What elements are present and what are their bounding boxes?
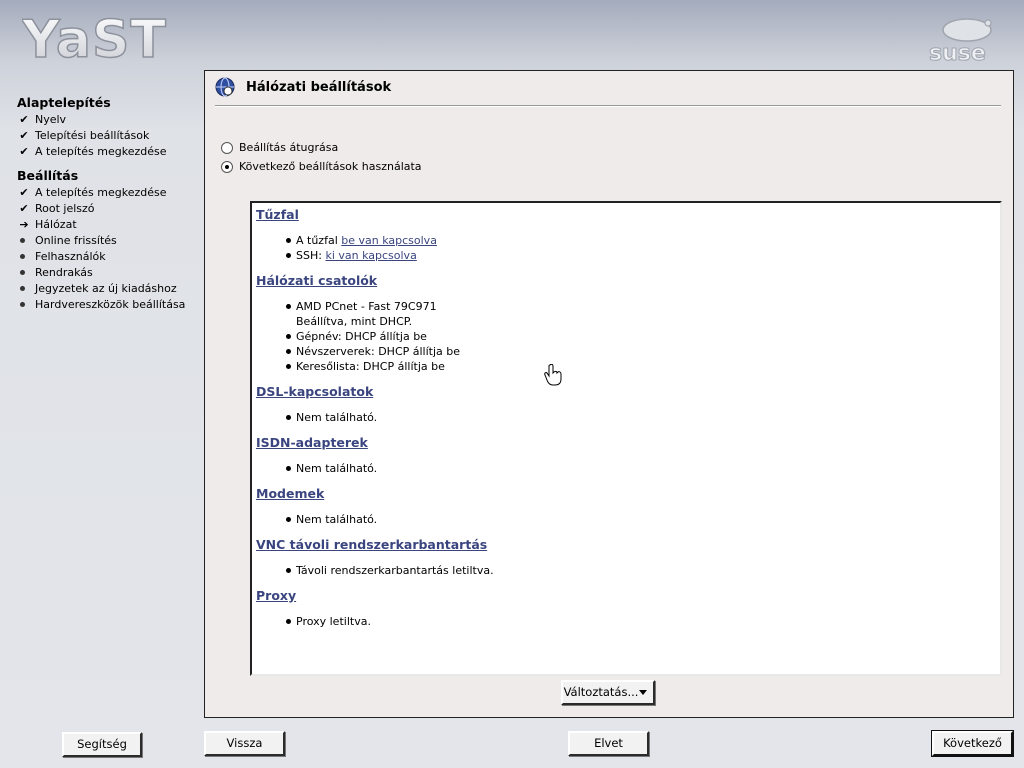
- help-button-label: Segítség: [77, 737, 127, 751]
- page-title: Hálózati beállítások: [246, 80, 392, 95]
- step-label: Jegyzetek az új kiadáshoz: [35, 282, 177, 295]
- list-item: [256, 299, 996, 314]
- hand-cursor-icon: [544, 364, 564, 386]
- list-item: [256, 359, 996, 374]
- change-button[interactable]: [561, 680, 655, 705]
- section-item-list: [256, 614, 996, 629]
- top-banner: [0, 0, 1024, 70]
- summary-section: [256, 486, 996, 527]
- step-label: Hardvereszközök beállítása: [35, 298, 186, 311]
- section-title-link[interactable]: VNC távoli rendszerkarbantartás: [256, 537, 488, 552]
- section-item-list: [256, 563, 996, 578]
- step-item: [0, 281, 200, 297]
- step-item: [0, 265, 200, 281]
- section-title-link[interactable]: Tűzfal: [256, 207, 299, 222]
- list-item-text: AMD PCnet - Fast 79C971: [296, 300, 437, 313]
- dropdown-arrow-icon: [639, 690, 647, 695]
- summary-content: [256, 203, 996, 629]
- list-item: [256, 563, 996, 578]
- section-title-link[interactable]: Hálózati csatolók: [256, 273, 378, 288]
- section-item-list: [256, 233, 996, 263]
- step-label: Nyelv: [35, 113, 67, 126]
- summary-section: [256, 384, 996, 425]
- list-item: [256, 233, 996, 248]
- step-label: Felhasználók: [35, 250, 106, 263]
- list-item: [256, 410, 996, 425]
- step-item: [0, 297, 200, 313]
- main-frame: [204, 70, 1014, 718]
- section-item-list: [256, 410, 996, 425]
- step-label: A telepítés megkezdése: [35, 186, 167, 199]
- step-label: Telepítési beállítások: [35, 129, 150, 142]
- step-label: Root jelszó: [35, 202, 95, 215]
- abort-button[interactable]: [568, 731, 649, 756]
- check-icon: ✔: [19, 145, 29, 158]
- list-item-text: Névszerverek: DHCP állítja be: [296, 345, 461, 358]
- step-item: [0, 128, 200, 144]
- list-item-text: Távoli rendszerkarbantartás letiltva.: [296, 564, 494, 577]
- list-item-text: Nem található.: [296, 513, 378, 526]
- step-item: [0, 144, 200, 160]
- check-icon: ✔: [19, 129, 29, 142]
- section-title-link[interactable]: DSL-kapcsolatok: [256, 384, 374, 399]
- arrow-right-icon: ➔: [19, 218, 29, 231]
- step-label: Online frissítés: [35, 234, 117, 247]
- list-item: [256, 461, 996, 476]
- change-button-label: Változtatás...: [563, 685, 639, 699]
- suse-logo: [925, 12, 1005, 64]
- step-label: A telepítés megkezdése: [35, 145, 167, 158]
- list-item: [256, 314, 996, 329]
- step-item: [0, 217, 200, 233]
- list-item-text: A tűzfal: [296, 234, 342, 247]
- installation-steps-panel: [0, 92, 200, 313]
- list-item: [256, 344, 996, 359]
- section-item-list: [256, 512, 996, 527]
- list-item: [256, 614, 996, 629]
- step-item: [0, 185, 200, 201]
- radio-label-use: Következő beállítások használata: [239, 160, 422, 173]
- toggle-link[interactable]: be van kapcsolva: [341, 234, 437, 247]
- list-item-text: Nem található.: [296, 411, 378, 424]
- radio-label-skip: Beállítás átugrása: [239, 141, 339, 154]
- list-item-text: Keresőlista: DHCP állítja be: [296, 360, 445, 373]
- list-item: [256, 248, 996, 263]
- list-item-text: Proxy letiltva.: [296, 615, 371, 628]
- radio-button[interactable]: [221, 142, 233, 154]
- list-item-text: SSH:: [296, 249, 326, 262]
- next-button-label: Következő: [943, 736, 1002, 750]
- configuration-summary[interactable]: [250, 201, 1002, 676]
- summary-section: [256, 588, 996, 629]
- step-group: [0, 94, 200, 160]
- step-item: [0, 249, 200, 265]
- section-item-list: [256, 299, 996, 374]
- back-button[interactable]: [204, 731, 285, 756]
- list-item: [256, 512, 996, 527]
- step-item: [0, 233, 200, 249]
- section-item-list: [256, 461, 996, 476]
- step-group-title: Beállítás: [17, 168, 79, 183]
- yast-logo-text: YaST: [22, 10, 167, 66]
- list-item: [256, 329, 996, 344]
- section-title-link[interactable]: Modemek: [256, 486, 325, 501]
- check-icon: ✔: [19, 186, 29, 199]
- step-label: Hálózat: [35, 218, 77, 231]
- toggle-link[interactable]: ki van kapcsolva: [325, 249, 417, 262]
- radio-button-checked[interactable]: [221, 161, 233, 173]
- list-item-text: Nem található.: [296, 462, 378, 475]
- title-divider: [215, 105, 1001, 107]
- step-item: [0, 201, 200, 217]
- step-label: Rendrakás: [35, 266, 93, 279]
- section-title-link[interactable]: ISDN-adapterek: [256, 435, 368, 450]
- step-group: [0, 167, 200, 313]
- summary-section: [256, 537, 996, 578]
- yast-logo: [22, 10, 187, 66]
- next-button[interactable]: [932, 731, 1013, 756]
- network-globe-icon: [215, 77, 235, 97]
- summary-section: [256, 207, 996, 263]
- list-item-text: Beállítva, mint DHCP.: [296, 315, 413, 328]
- summary-section: [256, 435, 996, 476]
- list-item-text: Gépnév: DHCP állítja be: [296, 330, 427, 343]
- help-button[interactable]: [62, 732, 142, 757]
- abort-button-label: Elvet: [594, 736, 623, 750]
- check-icon: ✔: [19, 113, 29, 126]
- summary-section: [256, 273, 996, 374]
- check-icon: ✔: [19, 202, 29, 215]
- step-item: [0, 112, 200, 128]
- suse-logo-text: suse: [929, 41, 986, 64]
- section-title-link[interactable]: Proxy: [256, 588, 297, 603]
- back-button-label: Vissza: [226, 736, 263, 750]
- step-group-title: Alaptelepítés: [17, 95, 111, 110]
